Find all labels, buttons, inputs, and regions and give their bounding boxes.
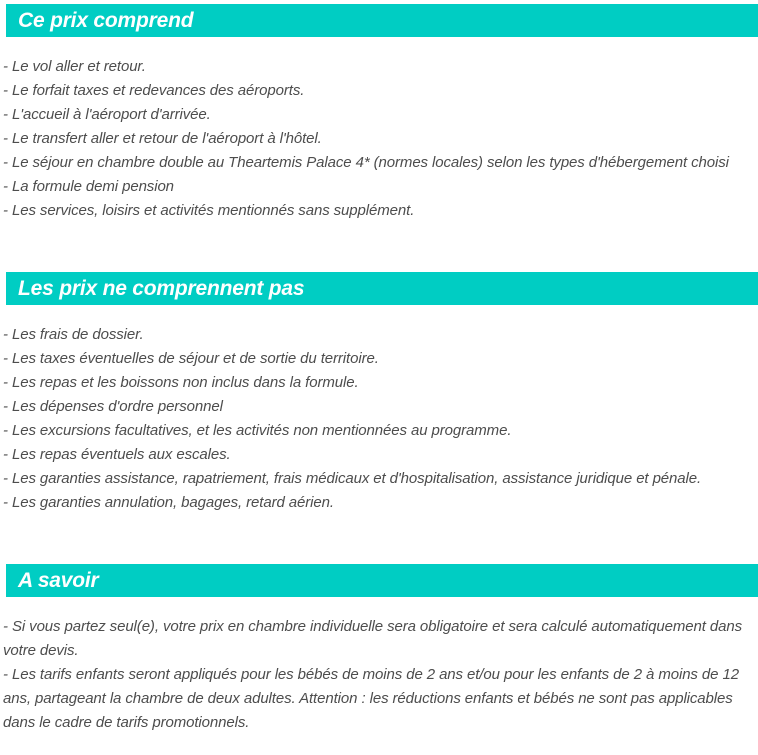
section-list	[0, 55, 758, 223]
list-item: - Le séjour en chambre double au Theartemis Palace 4* (normes locales) selon les types d'hébergement choisi	[3, 154, 729, 171]
section-les-prix-ne-comprennent-pas	[0, 272, 758, 515]
list-item: - Les dépenses d'ordre personnel	[3, 398, 223, 415]
list-item: - Les taxes éventuelles de séjour et de sortie du territoire.	[3, 350, 379, 367]
list-item: - Les repas et les boissons non inclus dans la formule.	[3, 374, 359, 391]
list-item: - Les tarifs enfants seront appliqués pour les bébés de moins de 2 ans et/ou pour les enfants de 2 à moins de 12 ans, partageant la chambre de deux adultes. Attention : les réductions enfants et bébés ne sont pas applicables dans le cadre de tarifs promotionnels.	[3, 666, 739, 731]
list-item: - Les garanties assistance, rapatriement, frais médicaux et d'hospitalisation, assistance juridique et pénale.	[3, 470, 702, 487]
list-item: - Les repas éventuels aux escales.	[3, 446, 231, 463]
list-item: - Le forfait taxes et redevances des aéroports.	[3, 82, 305, 99]
list-item: - Si vous partez seul(e), votre prix en chambre individuelle sera obligatoire et sera calculé automatiquement dans votre devis.	[3, 618, 742, 659]
section-title: Les prix ne comprennent pas	[18, 276, 305, 300]
list-item: - Les frais de dossier.	[3, 326, 144, 343]
section-header-bar	[6, 4, 758, 37]
section-header-bar	[6, 272, 758, 305]
section-header-bar	[6, 564, 758, 597]
section-list	[0, 615, 758, 735]
list-item: - Le vol aller et retour.	[3, 58, 146, 75]
section-ce-prix-comprend	[0, 4, 758, 223]
section-title: A savoir	[18, 568, 99, 592]
section-a-savoir	[0, 564, 758, 735]
list-item: - La formule demi pension	[3, 178, 174, 195]
list-item: - L'accueil à l'aéroport d'arrivée.	[3, 106, 211, 123]
list-item: - Le transfert aller et retour de l'aéroport à l'hôtel.	[3, 130, 322, 147]
section-title: Ce prix comprend	[18, 8, 194, 32]
list-item: - Les services, loisirs et activités mentionnés sans supplément.	[3, 202, 415, 219]
list-item: - Les garanties annulation, bagages, retard aérien.	[3, 494, 334, 511]
list-item: - Les excursions facultatives, et les activités non mentionnées au programme.	[3, 422, 512, 439]
section-list	[0, 323, 758, 515]
